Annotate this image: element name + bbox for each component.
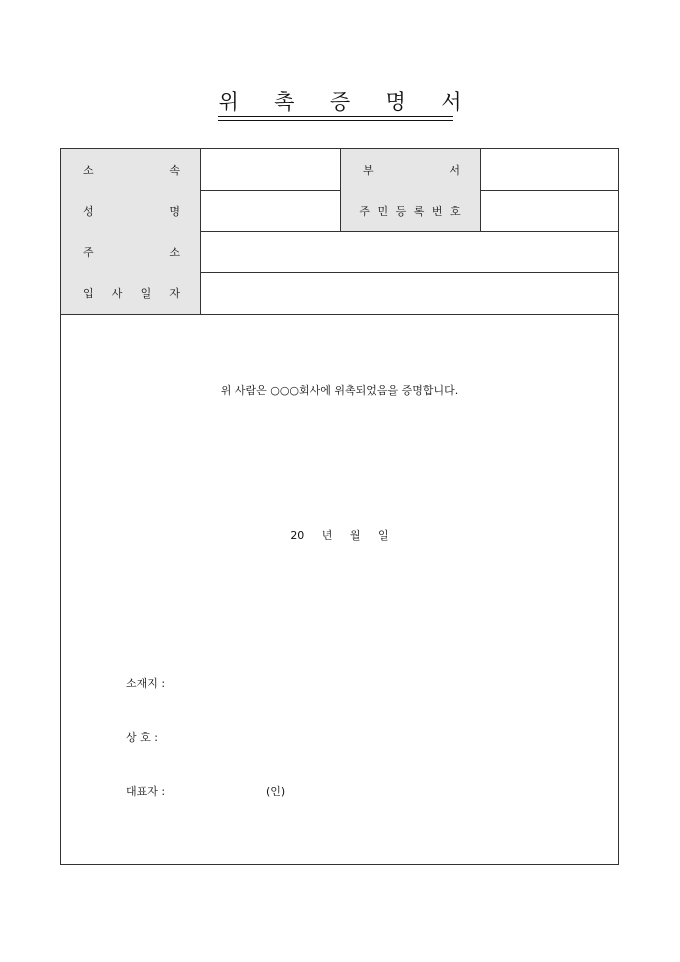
address-field[interactable] [201, 231, 618, 272]
name-label: 성 명 [61, 190, 201, 231]
seal-mark: (인) [266, 785, 286, 798]
title-underline [218, 120, 453, 121]
title-char: 명 [385, 90, 406, 114]
name-field[interactable] [201, 190, 341, 231]
form-row [61, 149, 618, 191]
affiliation-label: 소 속 [61, 149, 201, 190]
document-title [0, 86, 680, 116]
title-char: 서 [441, 90, 462, 114]
title-char: 증 [329, 90, 351, 114]
location-label: 소재지 : [126, 677, 166, 690]
form-row [61, 231, 618, 273]
form-row [61, 190, 618, 232]
address-label: 주 소 [61, 231, 201, 272]
department-field[interactable] [481, 149, 618, 190]
form-row [61, 272, 618, 315]
hire-date-label: 입 사 일 자 [61, 272, 201, 314]
company-name-label: 상 호 : [126, 731, 158, 744]
certification-statement: 위 사람은 ○○○회사에 위촉되었음을 증명합니다. [220, 384, 459, 397]
resident-number-label: 주 민 등 록 번 호 [341, 190, 481, 231]
resident-number-field[interactable] [481, 190, 618, 231]
department-label: 부 서 [341, 149, 481, 190]
title-char: 위 [218, 90, 239, 114]
affiliation-field[interactable] [201, 149, 341, 190]
certificate-form [60, 148, 619, 865]
title-underline [218, 116, 453, 117]
representative-label: 대표자 : [126, 785, 166, 798]
title-char: 촉 [274, 90, 295, 114]
issue-date: 20 년 월 일 [290, 529, 389, 542]
hire-date-field[interactable] [201, 272, 618, 314]
